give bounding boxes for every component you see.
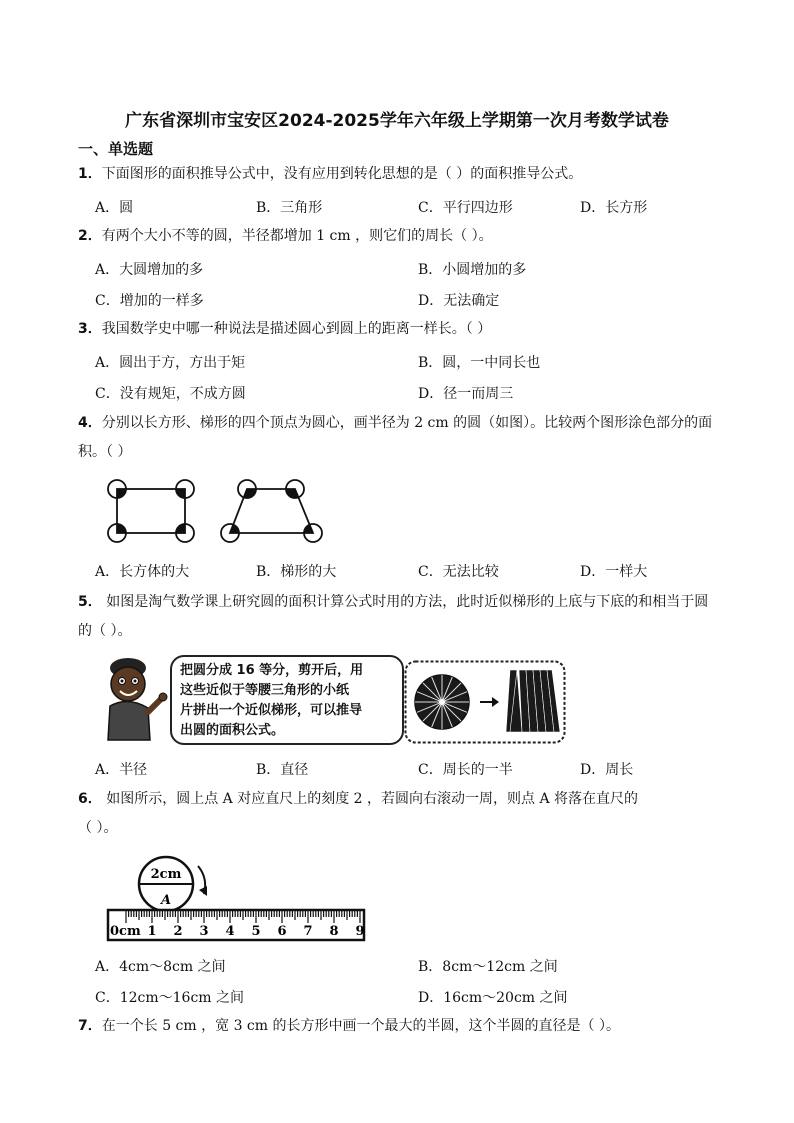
question-3	[78, 315, 750, 344]
ruler-label: 3	[199, 924, 209, 939]
rectangle-trapezoid-figure	[100, 472, 340, 552]
rolling-circle	[139, 857, 207, 911]
option-d[interactable]: D．径一而周三	[418, 386, 514, 402]
circle-to-trapezoid-figure	[404, 660, 566, 744]
option-c[interactable]: C．周长的一半	[418, 762, 513, 778]
option-d[interactable]: D．无法确定	[418, 293, 500, 309]
option-c[interactable]: C．平行四边形	[418, 200, 513, 216]
question-2	[78, 222, 750, 251]
bubble-line: 出圆的面积公式。	[180, 723, 285, 738]
question-number: 6．	[78, 791, 102, 807]
page-title: 广东省深圳市宝安区2024-2025学年六年级上学期第一次月考数学试卷	[125, 111, 669, 131]
arrow-right-icon	[480, 697, 499, 707]
ruler	[108, 910, 365, 940]
ruler-label: 7	[303, 924, 313, 939]
divided-circle	[415, 675, 469, 729]
option-d[interactable]: D．16cm～20cm 之间	[418, 990, 568, 1006]
question-text: 在一个长 5 cm ，宽 3 cm 的长方形中画一个最大的半圆，这个半圆的直径是（ ）。	[101, 1018, 620, 1034]
bubble-line: 这些近似于等腰三角形的小纸	[180, 683, 350, 698]
section-heading: 一、单选题	[78, 140, 154, 158]
question-text-cont: 积。（ ）	[78, 444, 132, 460]
option-b[interactable]: B．小圆增加的多	[418, 262, 527, 278]
question-7	[78, 1012, 750, 1041]
boy-illustration	[104, 656, 168, 746]
option-c[interactable]: C．12cm～16cm 之间	[95, 990, 245, 1006]
question-4	[78, 409, 750, 467]
ruler-label: 8	[329, 924, 339, 939]
option-c[interactable]: C．没有规矩，不成方圆	[95, 386, 246, 402]
option-b[interactable]: B．8cm～12cm 之间	[418, 959, 558, 975]
question-number: 3．	[78, 321, 102, 337]
ruler-label: 1	[147, 924, 157, 939]
ruler-label: 0cm	[110, 924, 141, 939]
ruler-label: 6	[277, 924, 287, 939]
option-a[interactable]: A．圆出于方，方出于矩	[95, 355, 246, 371]
rolling-circle-ruler-figure	[104, 848, 370, 944]
question-5	[78, 588, 750, 646]
option-b[interactable]: B．三角形	[256, 200, 323, 216]
question-text: 如图是淘气数学课上研究圆的面积计算公式时用的方法，此时近似梯形的上底与下底的和相当于圆	[101, 594, 709, 610]
option-a[interactable]: A．大圆增加的多	[95, 262, 204, 278]
option-d[interactable]: D．一样大	[580, 564, 648, 580]
bubble-line: 把圆分成 16 等分，剪开后，用	[180, 663, 364, 678]
option-a[interactable]: A．圆	[95, 200, 134, 216]
question-text: 分别以长方形、梯形的四个顶点为圆心，画半径为 2 cm 的圆（如图）。比较两个图形涂色部分的面	[101, 415, 713, 431]
point-label: A	[160, 893, 172, 908]
question-text-cont: 的（ ）。	[78, 623, 132, 639]
question-number: 7．	[78, 1018, 102, 1034]
question-text: 有两个大小不等的圆，半径都增加 1 cm ，则它们的周长（ ）。	[101, 228, 493, 244]
diameter-label: 2cm	[150, 867, 182, 882]
rotation-arrow-icon	[199, 886, 207, 896]
question-text: 下面图形的面积推导公式中，没有应用到转化思想的是（ ）的面积推导公式。	[101, 166, 583, 182]
option-a[interactable]: A．半径	[95, 762, 148, 778]
ruler-label: 2	[173, 924, 183, 939]
option-b[interactable]: B．梯形的大	[256, 564, 337, 580]
ruler-label: 4	[225, 924, 235, 939]
question-text-cont: （ ）。	[78, 820, 118, 836]
question-number: 1．	[78, 166, 102, 182]
question-1	[78, 160, 750, 189]
ruler-label: 9	[355, 924, 365, 939]
approximate-trapezoid	[506, 670, 560, 732]
question-number: 4．	[78, 415, 102, 431]
option-c[interactable]: C．无法比较	[418, 564, 499, 580]
question-text: 我国数学史中哪一种说法是描述圆心到圆上的距离一样长。（ ）	[101, 321, 492, 337]
speech-bubble	[170, 655, 404, 745]
question-number: 2．	[78, 228, 102, 244]
option-a[interactable]: A．长方体的大	[95, 564, 190, 580]
question-number: 5．	[78, 594, 102, 610]
question-text: 如图所示，圆上点 A 对应直尺上的刻度 2 ，若圆向右滚动一周，则点 A 将落在直尺的	[101, 791, 639, 807]
bubble-line: 片拼出一个近似梯形，可以推导	[180, 703, 363, 718]
option-b[interactable]: B．圆，一中同长也	[418, 355, 541, 371]
option-b[interactable]: B．直径	[256, 762, 309, 778]
question-6	[78, 785, 750, 843]
option-d[interactable]: D．周长	[580, 762, 634, 778]
option-c[interactable]: C．增加的一样多	[95, 293, 204, 309]
ruler-label: 5	[251, 924, 261, 939]
option-d[interactable]: D．长方形	[580, 200, 648, 216]
option-a[interactable]: A．4cm～8cm 之间	[95, 959, 226, 975]
